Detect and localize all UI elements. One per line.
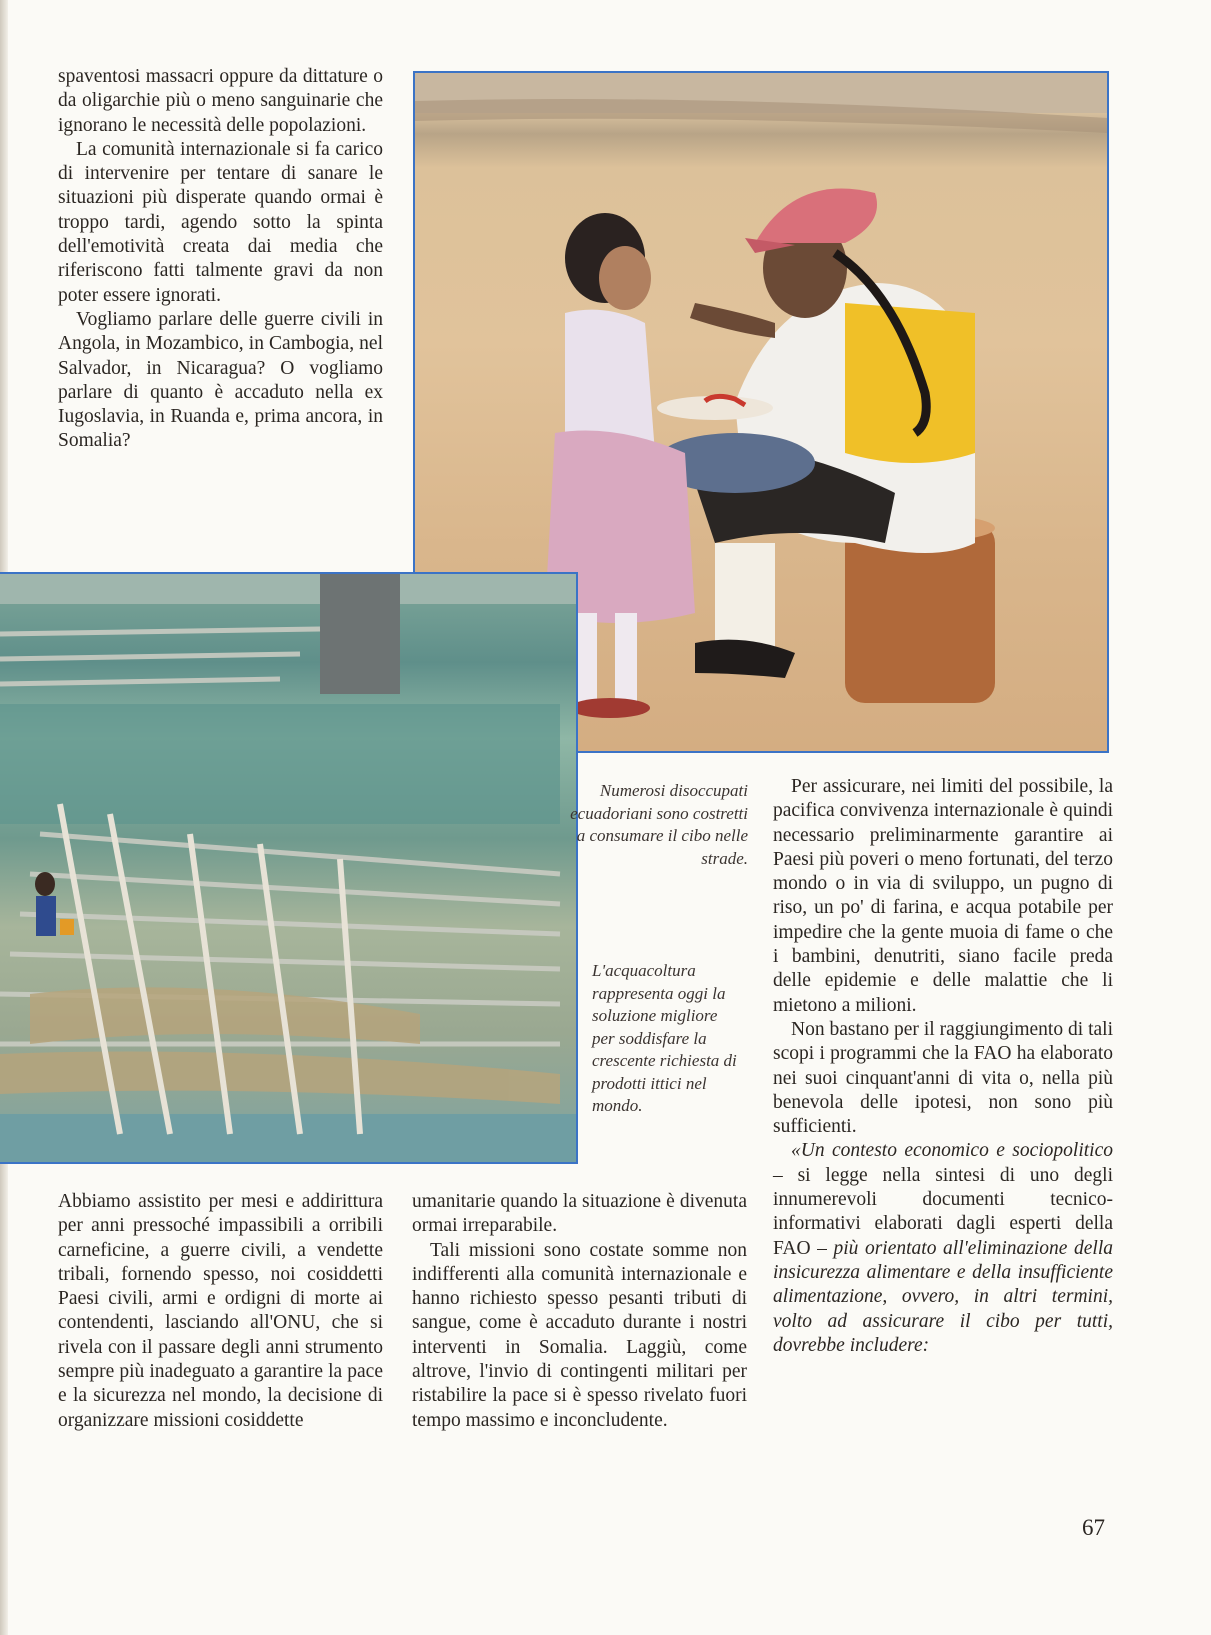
paragraph: Non bastano per il raggiungimento di tali scopi i programmi che la FAO ha elaborato nei suoi cinquant'anni di vita o, nella più benevola delle ipotesi, non sono più sufficienti. [773,1018,1113,1138]
article-column-bottom-left [58,1190,383,1433]
aquaculture-photo-illustration [0,574,576,1162]
paragraph: Abbiamo assistito per mesi e addirittura per anni pressoché impassibili a orribili carneficine, a guerre civili, a vendette tribali, fornendo spesso, noi cosiddetti Paesi civili, armi e ordigni di morte ai contendenti, lasciando all'ONU, che si rivela con il passare degli anni strumento sempre più inadeguato a garantire la pace e la sicurezza nel mondo, la decisione di organizzare missioni cosiddette [58,1191,383,1431]
caption-feeding-photo: Numerosi disoccupati ecuadoriani sono costretti a consumare il cibo nelle strade. [570,781,748,868]
paragraph: Vogliamo parlare delle guerre civili in Angola, in Mozambico, in Cambogia, nel Salvador, in Nicaragua? O vogliamo parlare di quanto è accaduto nella ex Iugoslavia, in Ruanda e, prima ancora, in Somalia? [58,308,383,452]
paragraph: spaventosi massacri oppure da dittature o da oligarchie più o meno sanguinarie che ignorano le necessità delle popolazioni. [58,66,383,136]
quote-attribution: – si legge nella sintesi di uno degli innumerevoli documenti tecnico-informativi elaborati dagli esperti della FAO – [773,1164,1113,1259]
page-number: 67 [1082,1515,1105,1540]
article-column-bottom-middle [412,1190,747,1433]
article-column-top-left [58,65,383,454]
paragraph: La comunità internazionale si fa carico di intervenire per tentare di sanare le situazioni più disperate quando ormai è troppo tardi, agendo sotto la spinta dell'emotività creata dai media che riferiscono fatti talmente gravi da non poter essere ignorati. [58,138,383,306]
quote-italic-end: più orientato all'eliminazione della insicurezza alimentare e della insufficiente alimentazione, ovvero, in altri termini, volto ad assicurare il cibo per tutti, dovrebbe includere: [773,1237,1113,1356]
caption-aquaculture-photo: L'acquacoltura rappresenta oggi la soluzione migliore per soddisfare la crescente richiesta di prodotti ittici nel mondo. [592,961,737,1115]
photo-aquaculture [0,572,578,1164]
quote-italic-start: «Un contesto economico e sociopolitico [791,1140,1113,1162]
paragraph: Per assicurare, nei limiti del possibile, la pacifica convivenza internazionale è quindi necessario preliminarmente garantire ai Paesi più poveri o meno fortunati, del terzo mondo o in via di sviluppo, un pugno di riso, un po' di farina, e acqua potabile per impedire che la gente muoia di fame o che i bambini, denutriti, siano facile preda delle epidemie e delle malattie che li mietono a milioni. [773,776,1113,1016]
paragraph-quote [773,1139,1113,1358]
paragraph: umanitarie quando la situazione è divenuta ormai irreparabile. [412,1191,747,1237]
paragraph: Tali missioni sono costate somme non indifferenti alla comunità internazionale e hanno richiesto spesso pesanti tributi di sangue, come è accaduto durante i nostri interventi in Somalia. Laggiù, come altrove, l'invio di contingenti militari per ristabilire la pace si è spesso rivelato fuori tempo massimo e inconcludente. [412,1239,747,1431]
article-column-right [773,775,1113,1358]
